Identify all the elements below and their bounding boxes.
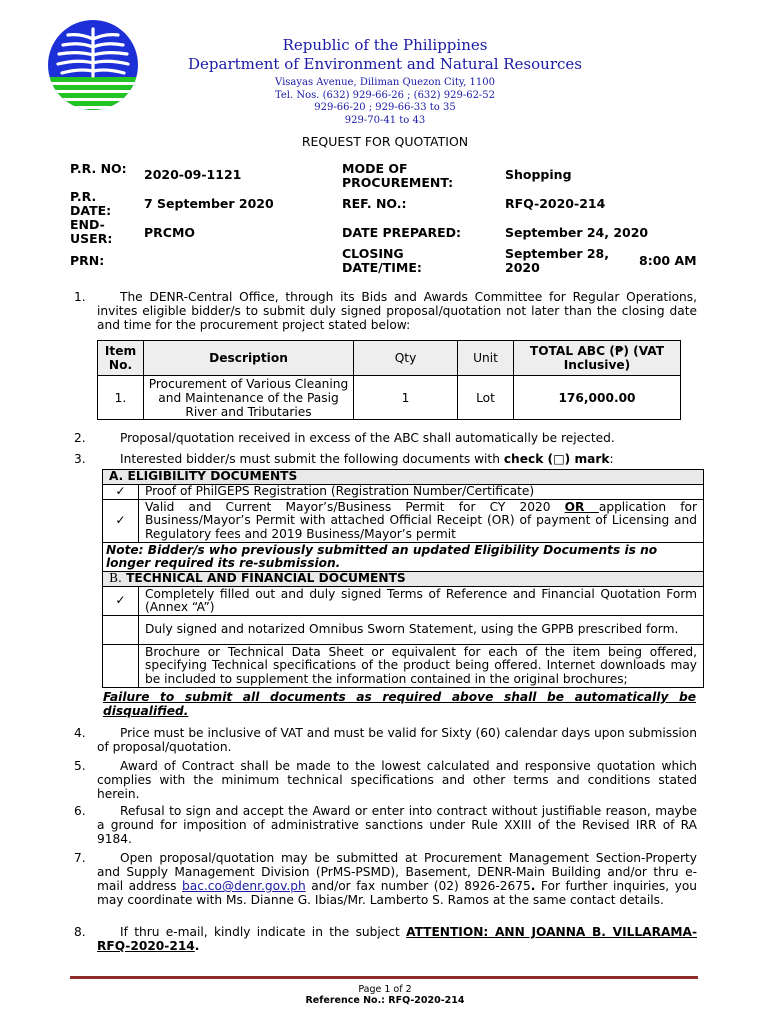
closing-date-value: September 28, 2020: [505, 246, 609, 275]
check-mark-emphasis: check (□) mark: [503, 452, 610, 466]
col-item-no: Item No.: [98, 341, 144, 376]
documents-table: [102, 469, 704, 688]
end-user-value: PRCMO: [144, 225, 196, 240]
para-5-text: Award of Contract shall be made to the lowest calculated and responsive quotation which complies with the minimum technical specifications and other terms and conditions stated herein.: [97, 759, 697, 801]
list-item: [103, 500, 704, 543]
ref-value: RFQ-2020-214: [505, 196, 606, 211]
para-1-number: 1.: [74, 290, 86, 304]
mode-label: MODE OF PROCUREMENT:: [342, 161, 454, 190]
document-title: REQUEST FOR QUOTATION: [301, 134, 469, 149]
section-b-letter: B.: [109, 571, 122, 586]
para-1-text: The DENR-Central Office, through its Bids and Awards Committee for Regular Operations, invites eligible bidder/s to submit duly signed proposal/quotation not later than the closing date and time for the procurement project stated below:: [97, 290, 697, 332]
para-1: [97, 290, 697, 332]
footer-reference: Reference No.: RFQ-2020-214: [305, 995, 465, 1006]
cell-qty: 1: [354, 376, 458, 420]
para-4-number: 4.: [74, 726, 86, 740]
para-7-dot: .: [530, 879, 536, 893]
para-3: [97, 452, 697, 466]
para-6-text: Refusal to sign and accept the Award or enter into contract without justifiable reason, maybe a ground for imposition of administrative sanctions under Rule XXIII of the Revised IRR of RA 9184.: [97, 804, 697, 846]
col-unit: Unit: [458, 341, 514, 376]
mode-value: Shopping: [505, 167, 572, 182]
empty-check-cell: [103, 616, 139, 645]
table-row: [98, 376, 681, 420]
col-qty: Qty: [354, 341, 458, 376]
doc-mayors-permit: [139, 500, 704, 543]
date-prepared-value: September 24, 2020: [505, 225, 649, 240]
pr-date-value: 7 September 2020: [144, 196, 274, 211]
date-prepared-label: DATE PREPARED:: [342, 225, 462, 240]
or-emphasis: OR: [564, 499, 599, 514]
para-4-text: Price must be inclusive of VAT and must be valid for Sixty (60) calendar days upon submission of proposal/quotation.: [97, 726, 697, 754]
cell-description: Procurement of Various Cleaning and Maintenance of the Pasig River and Tributaries: [144, 376, 354, 420]
section-a-row: [103, 470, 704, 485]
doc-brochure: Brochure or Technical Data Sheet or equivalent for each of the item being offered, specifying Technical specifications of the product being offered. Internet downloads may be included to supplement the information contained in the original brochures;: [139, 645, 704, 688]
para-2-text: Proposal/quotation received in excess of the ABC shall automatically be rejected.: [120, 431, 615, 445]
para-7-fax: and/or fax number (02) 8926-2675: [305, 879, 531, 893]
para-8-number: 8.: [74, 925, 86, 939]
page-number: Page 1 of 2: [358, 984, 412, 995]
para-8: [97, 925, 697, 953]
check-icon: ✓: [103, 500, 139, 543]
footer-rule: [70, 976, 698, 979]
para-3-colon: :: [609, 452, 614, 466]
para-7-contact: For further inquiries, you may coordinate with Ms. Dianne G. Ibias/Mr. Lamberto S. Ramos at the same contact details.: [97, 879, 698, 907]
para-5: [97, 759, 697, 801]
check-icon: ✓: [103, 485, 139, 500]
para-2: [97, 431, 697, 445]
list-item: [103, 485, 704, 500]
para-3-text: Interested bidder/s must submit the following documents with: [120, 452, 504, 466]
section-b-heading: [103, 572, 704, 587]
para-8-period: .: [194, 939, 200, 953]
republic-heading: Republic of the Philippines: [282, 36, 488, 54]
department-heading: Department of Environment and Natural Resources: [188, 55, 582, 73]
cell-item-no: 1.: [98, 376, 144, 420]
pr-no-value: 2020-09-1121: [144, 167, 242, 182]
col-total-abc: TOTAL ABC (₱) (VAT Inclusive): [514, 341, 681, 376]
list-item: [103, 616, 704, 645]
doc-mayors-permit-text-2: application for Business/Mayor’s Permit with attached Official Receipt (OR) of payment of Licensing and Regulatory fees and 2019 Business/Mayor’s permit: [145, 499, 697, 541]
pr-no-label: P.R. NO:: [70, 161, 127, 176]
prn-label: PRN:: [70, 253, 105, 268]
tel-line-3: 929-70-41 to 43: [344, 114, 426, 126]
list-item: [103, 587, 704, 616]
para-7-number: 7.: [74, 851, 86, 865]
section-a-heading: A. ELIGIBILITY DOCUMENTS: [103, 470, 704, 485]
empty-check-cell: [103, 645, 139, 688]
check-icon: ✓: [103, 587, 139, 616]
para-6-number: 6.: [74, 804, 86, 818]
items-header-row: [98, 341, 681, 376]
note-row: [103, 543, 704, 572]
failure-warning: Failure to submit all documents as required above shall be automatically be disqualified.: [103, 690, 696, 718]
para-2-number: 2.: [74, 431, 86, 445]
tel-line-1: Tel. Nos. (632) 929-66-26 ; (632) 929-62-52: [274, 89, 496, 101]
para-7-text: Open proposal/quotation may be submitted at Procurement Management Section-Property and Supply Management Division (PrMS-PSMD), Basement, DENR-Main Building and/or thru e-mail address: [97, 851, 697, 893]
para-7: [97, 851, 697, 907]
denr-logo-icon: [44, 19, 142, 111]
para-6: [97, 804, 697, 846]
cell-total-abc: 176,000.00: [514, 376, 681, 420]
closing-time-value: 8:00 AM: [639, 253, 697, 268]
list-item: [103, 645, 704, 688]
section-b-title: TECHNICAL AND FINANCIAL DOCUMENTS: [121, 571, 406, 586]
para-3-number: 3.: [74, 452, 86, 466]
para-8-text: If thru e-mail, kindly indicate in the subject: [120, 925, 407, 939]
doc-terms-of-reference: Completely filled out and duly signed Terms of Reference and Financial Quotation Form (Annex “A”): [139, 587, 704, 616]
pr-date-label: P.R. DATE:: [70, 189, 112, 218]
section-b-row: [103, 572, 704, 587]
email-link[interactable]: bac.co@denr.gov.ph: [182, 879, 306, 893]
ref-label: REF. NO.:: [342, 196, 407, 211]
address-line: Visayas Avenue, Diliman Quezon City, 1100: [275, 77, 495, 88]
doc-philgeps: Proof of PhilGEPS Registration (Registration Number/Certificate): [139, 485, 704, 500]
col-description: Description: [144, 341, 354, 376]
eligibility-note: Note: Bidder/s who previously submitted an updated Eligibility Documents is no longer required its re-submission.: [103, 543, 704, 572]
attention-subject: ATTENTION: ANN JOANNA B. VILLARAMA-RFQ-2020-214: [97, 925, 698, 953]
para-5-number: 5.: [74, 759, 86, 773]
items-table: [97, 340, 681, 420]
cell-unit: Lot: [458, 376, 514, 420]
doc-mayors-permit-text: Valid and Current Mayor’s/Business Permit for CY 2020: [145, 499, 565, 514]
tel-line-2: 929-66-20 ; 929-66-33 to 35: [314, 102, 456, 113]
closing-label: CLOSING DATE/TIME:: [342, 246, 422, 275]
doc-omnibus-statement: Duly signed and notarized Omnibus Sworn Statement, using the GPPB prescribed form.: [139, 616, 704, 645]
para-4: [97, 726, 697, 754]
end-user-label: END-USER:: [70, 217, 113, 246]
